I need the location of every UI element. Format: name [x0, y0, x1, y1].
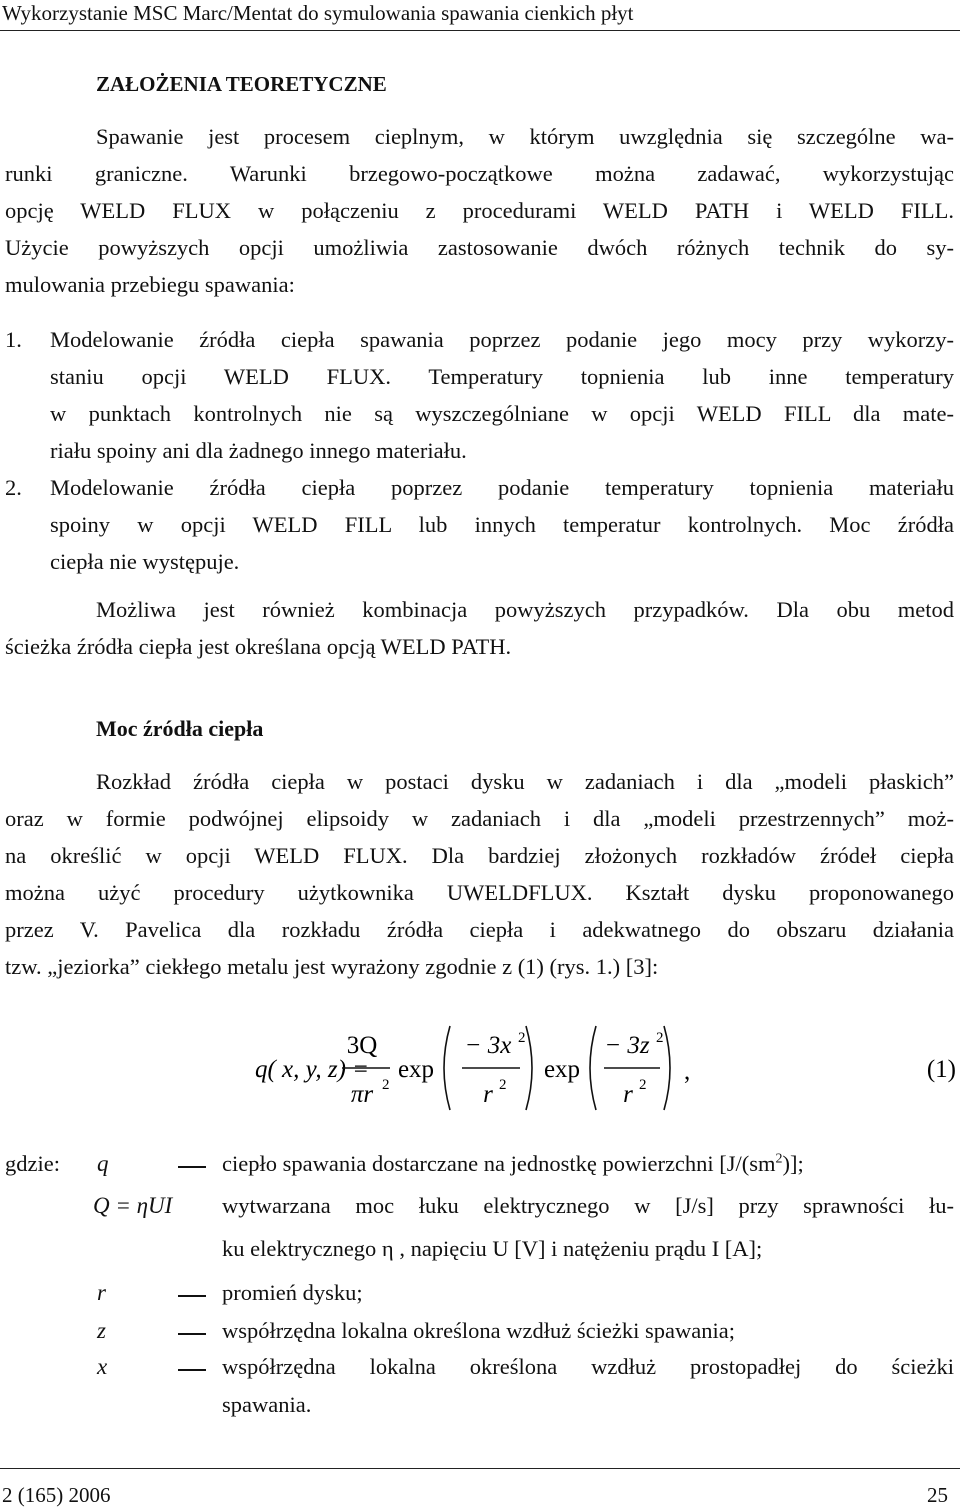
definition-dash [178, 1295, 206, 1297]
section-heading-heat-source: Moc źródła ciepła [96, 716, 264, 741]
paragraph-line: tzw. „jeziorka” ciekłego metalu jest wyrażony zgodnie z (1) (rys. 1.) [3]: [5, 954, 659, 979]
definition-dash [178, 1369, 206, 1371]
exp1-numerator: − 3x [464, 1032, 512, 1059]
equation-label: (1) [926, 1056, 956, 1083]
definition-dash [178, 1166, 206, 1168]
paragraph-line: mulowania przebiegu spawania: [5, 272, 295, 297]
equation-comma: , [684, 1058, 691, 1085]
paragraph-line: można użyć procedury użytkownika UWELDFLUX. Kształt dysku proponowanego [5, 880, 954, 905]
definition-text-cont: ku elektrycznego η , napięciu U [V] i natężeniu prądu I [A]; [222, 1236, 763, 1261]
exp1-denominator: r [483, 1081, 493, 1108]
equation-1 [0, 1010, 960, 1130]
running-header [0, 0, 960, 31]
symbol-r: r [97, 1280, 106, 1305]
exp1-exponent: 2 [518, 1030, 526, 1046]
paragraph-line: runki graniczne. Warunki brzegowo-początkowe można zadawać, wykorzystując [5, 161, 954, 186]
paragraph-line: na określić w opcji WELD FLUX. Dla bardziej złożonych rozkładów źródeł ciepła [5, 843, 954, 868]
issue-number: 2 (165) 2006 [2, 1483, 111, 1507]
paragraph-line: przez V. Pavelica dla rozkładu źródła ciepła i adekwatnego do obszaru działania [5, 917, 954, 942]
running-footer [0, 1468, 960, 1507]
paragraph-line: Spawanie jest procesem cieplnym, w którym uwzględnia się szczególne wa- [96, 124, 954, 149]
paragraph-line: ścieżka źródła ciepła jest określana opcją WELD PATH. [5, 634, 512, 659]
definition-text-cont: spawania. [222, 1392, 312, 1417]
list-number: 2. [5, 475, 22, 500]
exp2-denominator: r [623, 1081, 633, 1108]
list-item-line: Modelowanie źródła ciepła poprzez podanie temperatury topnienia materiału [50, 475, 954, 500]
symbol-z: z [97, 1318, 106, 1343]
list-number: 1. [5, 327, 22, 352]
definition-text: współrzędna lokalna określona wzdłuż ścieżki spawania; [222, 1318, 735, 1343]
list-item-line: riału spoiny ani dla żadnego innego materiału. [50, 438, 467, 463]
definition-text: współrzędna lokalna określona wzdłuż prostopadłej do ścieżki [222, 1354, 954, 1379]
page-number: 25 [927, 1483, 948, 1507]
paragraph-line: oraz w formie podwójnej elipsoidy w zadaniach i dla „modeli przestrzennych” moż- [5, 806, 954, 831]
paragraph-line: Użycie powyższych opcji umożliwia zastosowanie dwóch różnych technik do sy- [5, 235, 954, 260]
symbol-x: x [97, 1354, 108, 1379]
paragraph-line: opcję WELD FLUX w połączeniu z procedurami WELD PATH i WELD FILL. [5, 198, 954, 223]
exp2-numerator: − 3z [604, 1032, 650, 1059]
section-heading-theory: ZAŁOŻENIA TEORETYCZNE [96, 72, 387, 96]
symbol-q: q [97, 1151, 109, 1176]
equation-lhs: q( x, y, z) = [254, 1056, 370, 1083]
exp-label: exp [397, 1056, 435, 1083]
list-item-line: ciepła nie występuje. [50, 549, 240, 574]
definition-text: wytwarzana moc łuku elektrycznego w [J/s] przy sprawności łu- [222, 1193, 954, 1218]
exp2-exponent: 2 [656, 1030, 664, 1046]
list-item-line: w punktach kontrolnych nie są wyszczególniane w opcji WELD FILL dla mate- [50, 401, 954, 426]
paragraph-line: Możliwa jest również kombinacja powyższych przypadków. Dla obu metod [96, 597, 954, 622]
list-item-line: Modelowanie źródła ciepła spawania poprzez podanie jego mocy przy wykorzy- [50, 327, 954, 352]
list-item-line: staniu opcji WELD FLUX. Temperatury topnienia lub inne temperatury [50, 364, 954, 389]
definition-text: ciepło spawania dostarczane na jednostkę powierzchni $[J/(sm^2)]$; [222, 1151, 804, 1176]
coef-numerator: 3Q [346, 1032, 378, 1059]
exp1-den-exponent: 2 [499, 1077, 507, 1093]
paragraph-line: Rozkład źródła ciepła w postaci dysku w zadaniach i dla „modeli płaskich” [96, 769, 954, 794]
definitions-intro: gdzie: [5, 1151, 60, 1176]
symbol-Q: Q = ηUI [93, 1193, 173, 1218]
exp-label-2: exp [543, 1056, 581, 1083]
definition-dash [178, 1333, 206, 1335]
coef-denominator-exponent: 2 [382, 1077, 390, 1093]
list-item-line: spoiny w opcji WELD FILL lub innych temperatur kontrolnych. Moc źródła [50, 512, 954, 537]
exp2-den-exponent: 2 [639, 1077, 647, 1093]
header-title: Wykorzystanie MSC Marc/Mentat do symulowania spawania cienkich płyt [2, 1, 634, 25]
definition-text: promień dysku; [222, 1280, 363, 1305]
coef-denominator: πr [350, 1081, 374, 1108]
